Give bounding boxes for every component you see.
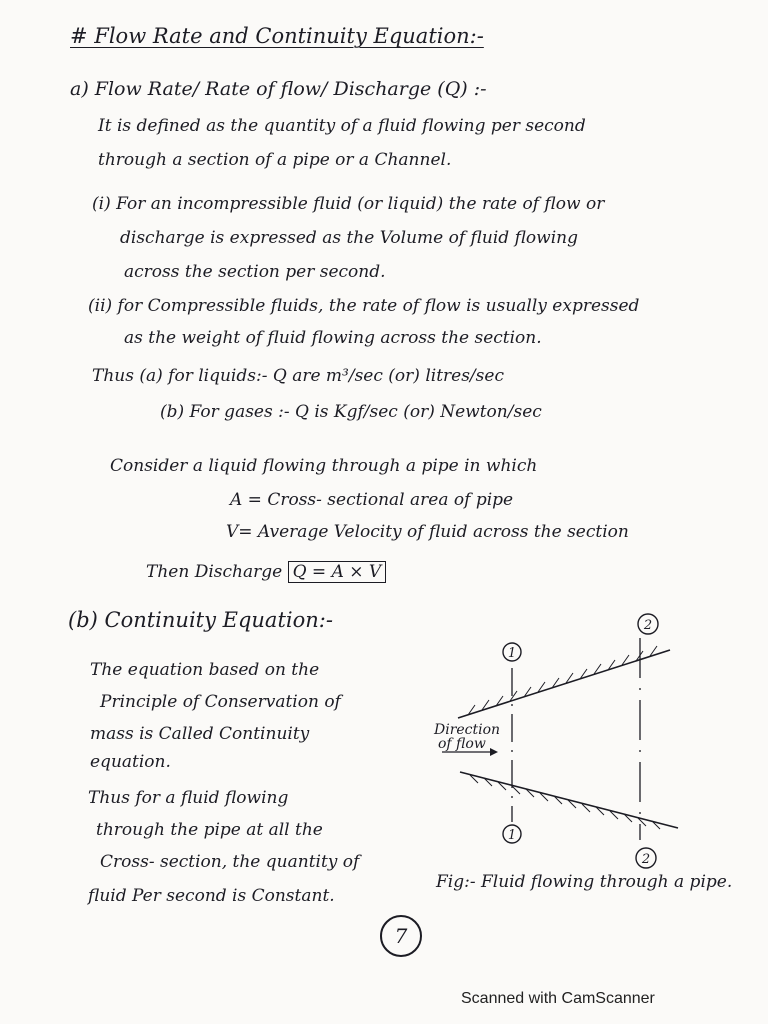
scanner-watermark: Scanned with CamScanner: [461, 990, 655, 1007]
marker-1-top-label: 1: [507, 646, 517, 661]
flow-arrow-head: [490, 748, 498, 756]
point-ii-line-1: (ii) for Compressible fluids, the rate of flow is usually expressed: [88, 296, 640, 316]
para1-line-1: The equation based on the: [90, 660, 320, 680]
marker-1-bottom-label: 1: [507, 828, 517, 843]
point-i-line-1: (i) For an incompressible fluid (or liquid) the rate of flow or: [92, 194, 605, 214]
para1-line-3: mass is Called Continuity: [90, 724, 310, 744]
consider-line: Consider a liquid flowing through a pipe in which: [110, 456, 538, 476]
marker-2-top-label: 2: [643, 618, 653, 633]
direction-label-line-1: Direction: [434, 722, 501, 738]
figure-caption: Fig:- Fluid flowing through a pipe.: [436, 872, 733, 892]
para2-line-1: Thus for a fluid flowing: [88, 788, 289, 808]
point-i-line-2: discharge is expressed as the Volume of fluid flowing: [120, 228, 578, 248]
section-a-heading: a) Flow Rate/ Rate of flow/ Discharge (Q) :-: [70, 78, 487, 100]
definition-line-2: through a section of a pipe or a Channel.: [98, 150, 452, 170]
discharge-label: Then Discharge: [146, 562, 283, 582]
pipe-top-hatching: [468, 646, 657, 715]
thus-gases: (b) For gases :- Q is Kgf/sec (or) Newton/sec: [160, 402, 542, 422]
para1-line-2: Principle of Conservation of: [100, 692, 341, 712]
point-i-line-3: across the section per second.: [124, 262, 386, 282]
thus-liquids: Thus (a) for liquids:- Q are m³/sec (or) litres/sec: [92, 366, 504, 386]
pipe-bottom-wall: [460, 772, 678, 828]
area-definition: A = Cross- sectional area of pipe: [230, 490, 514, 510]
para1-line-4: equation.: [90, 752, 171, 772]
para2-line-3: Cross- section, the quantity of: [100, 852, 360, 872]
definition-line-1: It is defined as the quantity of a fluid flowing per second: [98, 116, 586, 136]
pipe-bottom-hatching: [470, 775, 660, 829]
direction-label-line-2: of flow: [438, 736, 486, 752]
section-b-heading: (b) Continuity Equation:-: [68, 608, 333, 632]
marker-2-bottom-label: 2: [641, 852, 651, 867]
discharge-formula: Q = A × V: [288, 561, 387, 583]
point-ii-line-2: as the weight of fluid flowing across the section.: [124, 328, 542, 348]
velocity-definition: V= Average Velocity of fluid across the section: [226, 522, 629, 542]
page-title: # Flow Rate and Continuity Equation:-: [70, 24, 484, 48]
page-number: 7: [380, 915, 422, 957]
pipe-top-wall: [458, 650, 670, 718]
para2-line-4: fluid Per second is Constant.: [88, 886, 335, 906]
discharge-line: [146, 562, 386, 582]
para2-line-2: through the pipe at all the: [96, 820, 323, 840]
